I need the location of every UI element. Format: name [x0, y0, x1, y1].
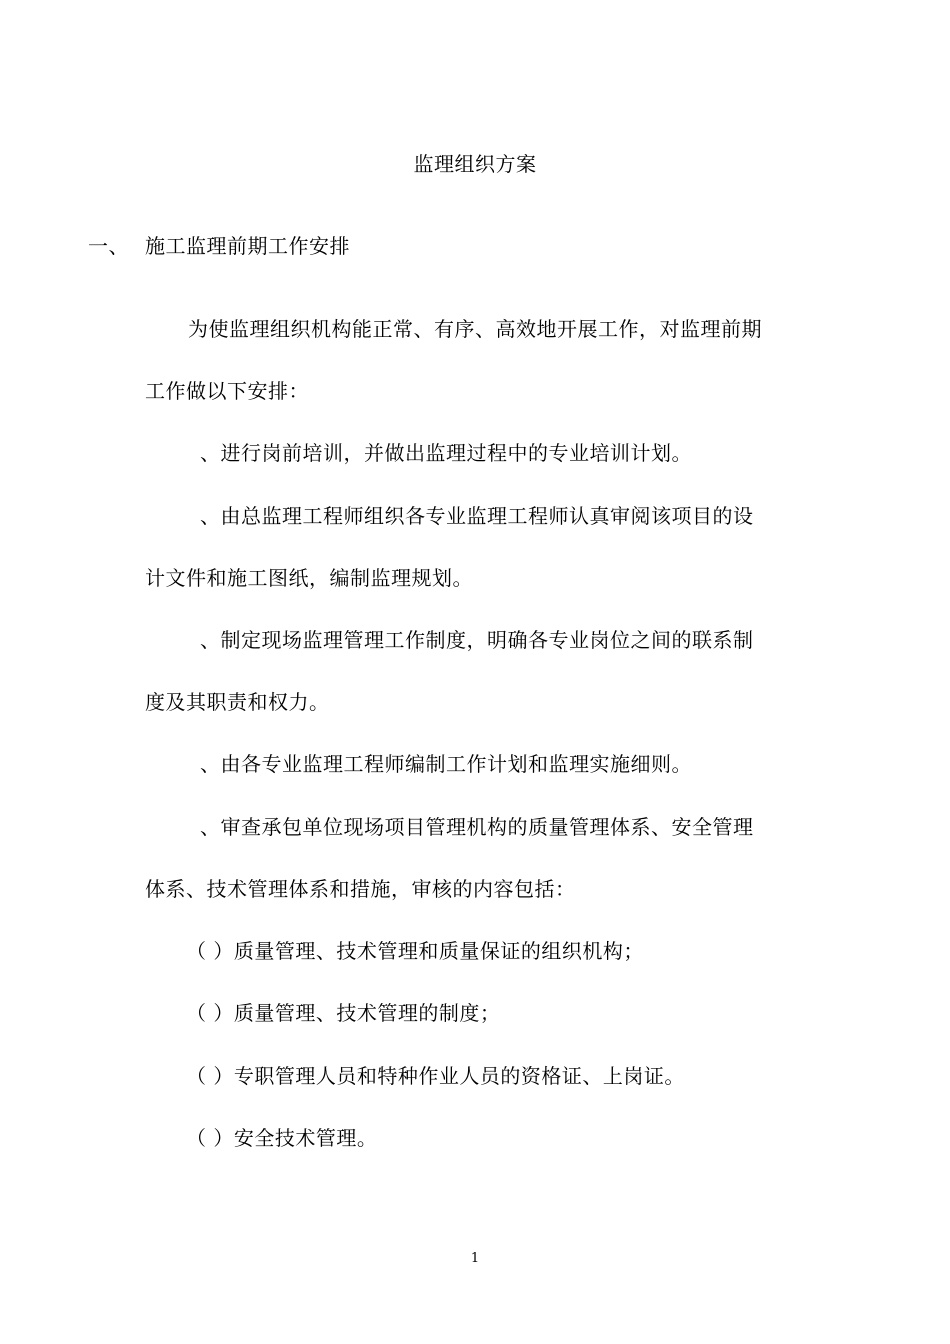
list-item-line: 、审查承包单位现场项目管理机构的质量管理体系、安全管理: [200, 815, 754, 839]
sub-item-line: （ ）质量管理、技术管理和质量保证的组织机构；: [186, 939, 644, 963]
sub-item-line: （ ）专职管理人员和特种作业人员的资格证、上岗证。: [186, 1064, 685, 1088]
list-item-line: 、进行岗前培训，并做出监理过程中的专业培训计划。: [200, 441, 692, 465]
paragraph-line: 计文件和施工图纸，编制监理规划。: [145, 566, 473, 590]
list-item-line: 、制定现场监理管理工作制度，明确各专业岗位之间的联系制: [200, 628, 754, 652]
paragraph-line: 体系、技术管理体系和措施，审核的内容包括：: [145, 877, 576, 901]
list-item-line: 、由总监理工程师组织各专业监理工程师认真审阅该项目的设: [200, 504, 754, 528]
section-heading: 施工监理前期工作安排: [145, 234, 350, 258]
document-title: 监理组织方案: [413, 152, 537, 176]
paragraph-line: 度及其职责和权力。: [145, 690, 330, 714]
paragraph-line: 工作做以下安排：: [145, 379, 309, 403]
list-item-line: 、由各专业监理工程师编制工作计划和监理实施细则。: [200, 752, 692, 776]
sub-item-line: （ ）安全技术管理。: [186, 1126, 378, 1150]
section-number: 一、: [88, 234, 129, 258]
sub-item-line: （ ）质量管理、技术管理的制度；: [186, 1001, 501, 1025]
page-number: 1: [470, 1251, 480, 1266]
paragraph-line: 为使监理组织机构能正常、有序、高效地开展工作，对监理前期: [188, 317, 762, 341]
